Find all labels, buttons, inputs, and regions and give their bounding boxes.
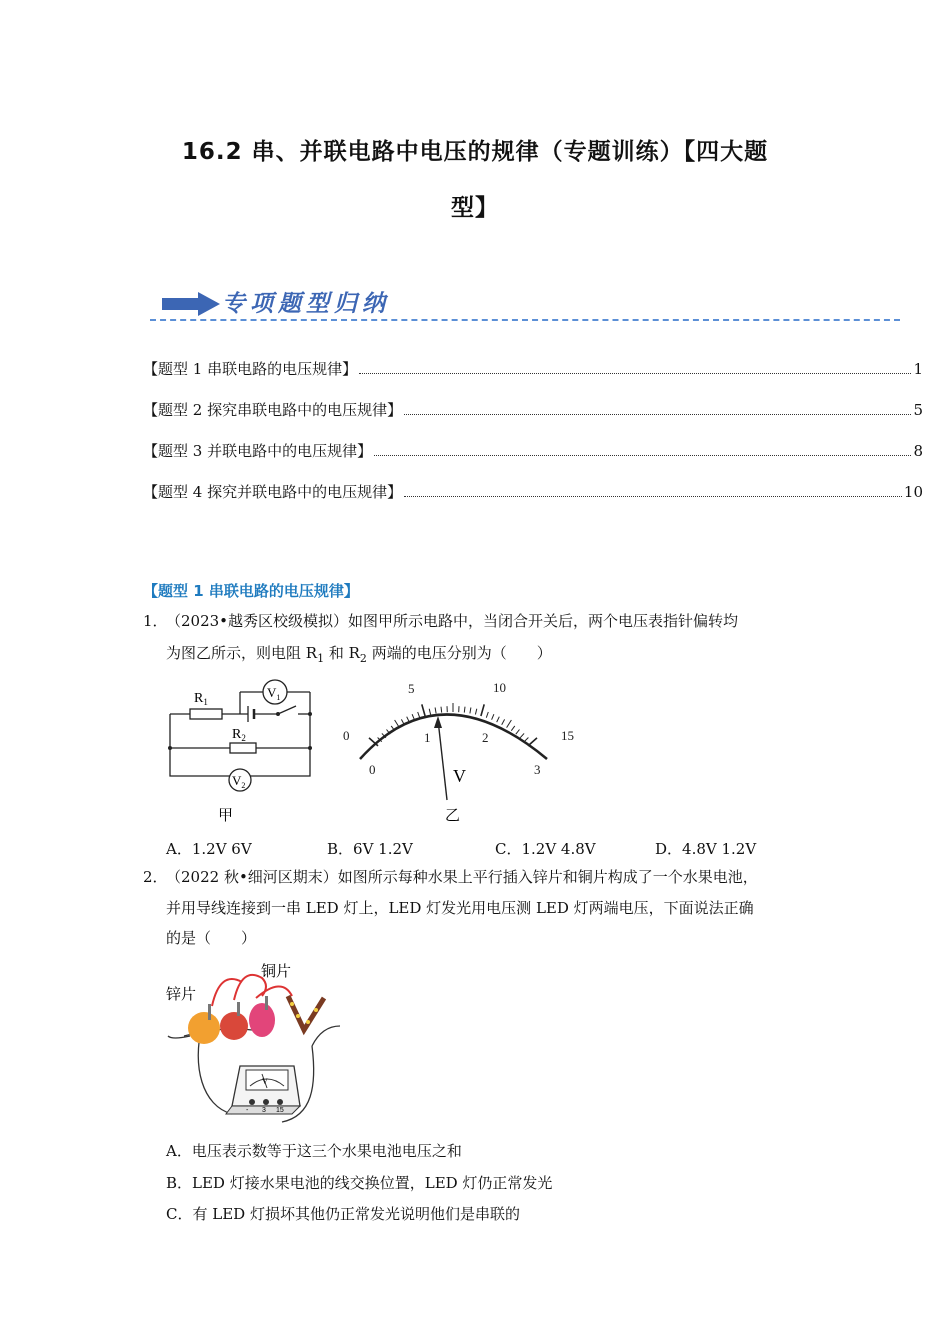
dial-tick	[486, 712, 488, 718]
scale-bottom-0: 0	[369, 762, 376, 777]
toc-item-4[interactable]	[143, 481, 923, 502]
fig-meter-unit: V	[262, 1077, 268, 1086]
orange-fruit	[188, 1012, 220, 1044]
v2-label: $V_2$	[232, 773, 246, 790]
dial-tick	[418, 712, 420, 718]
q2-line-2: 并用导线连接到一串 LED 灯上，LED 灯发光用电压测 LED 灯两端电压，下面说法正确	[166, 899, 754, 917]
dial-tick	[481, 704, 484, 716]
dial-tick	[429, 709, 430, 715]
toc-page: 10	[903, 483, 923, 501]
dial-tick	[492, 714, 494, 720]
q1-option-c[interactable]: C．1.2V 4.8V	[495, 840, 596, 858]
dial-tick	[520, 733, 524, 737]
meter-unit: V	[453, 766, 466, 786]
circuit-diagram	[160, 676, 330, 826]
q1-option-a[interactable]: A．1.2V 6V	[166, 840, 252, 858]
title-line-1: 16.2 串、并联电路中电压的规律（专题训练）【四大题	[181, 139, 769, 165]
arrow-right-icon	[162, 292, 220, 316]
q1-option-b[interactable]: B．6V 1.2V	[327, 840, 413, 858]
dial-tick	[475, 709, 476, 715]
dial-tick	[470, 708, 471, 714]
dial-tick	[507, 720, 512, 728]
toc-label: 【题型 1 串联电路的电压规律】	[143, 360, 358, 378]
toc-item-2[interactable]	[143, 399, 923, 420]
title-line-2: 型】	[451, 195, 499, 221]
toc-leader	[404, 496, 902, 497]
dial-tick	[497, 717, 500, 722]
q2-option-b[interactable]: B．LED 灯接水果电池的线交换位置，LED 灯仍正常发光	[166, 1174, 553, 1192]
toc-label: 【题型 2 探究串联电路中的电压规律】	[143, 401, 403, 419]
q2-line-1: （2022 秋•细河区期末）如图所示每种水果上平行插入锌片和铜片构成了一个水果电池，	[166, 868, 758, 886]
banner-divider	[150, 319, 900, 321]
page-title	[120, 124, 830, 236]
r1-label: $R_1$	[194, 691, 208, 707]
toc-leader	[359, 373, 911, 374]
scale-bottom-1: 1	[424, 730, 431, 745]
voltmeter-dial	[335, 672, 585, 828]
q1-option-d[interactable]: D．4.8V 1.2V	[655, 840, 757, 858]
toc-leader	[374, 455, 911, 456]
toc-leader	[404, 414, 911, 415]
dial-tick	[441, 707, 442, 713]
dragonfruit	[249, 1003, 275, 1037]
scale-top-10: 10	[493, 680, 506, 695]
figure-caption-yi: 乙	[445, 806, 461, 824]
toc-page: 8	[913, 442, 923, 460]
dial-tick	[502, 719, 505, 724]
fruit-battery-figure	[162, 956, 352, 1128]
toc-page: 5	[913, 401, 923, 419]
dial-tick	[422, 704, 425, 716]
voltmeter-box	[226, 1066, 300, 1114]
v1-label: $V_1$	[267, 685, 281, 702]
q2-number: 2．	[143, 868, 168, 886]
q2-line-3: 的是（ ）	[166, 929, 257, 947]
svg-text:15: 15	[276, 1107, 284, 1114]
zinc-label: 锌片	[166, 985, 197, 1003]
svg-text:-: -	[246, 1107, 249, 1114]
tomato-fruit	[220, 1012, 248, 1040]
scale-bottom-2: 2	[482, 730, 489, 745]
scale-bottom-3: 3	[534, 762, 541, 777]
scale-top-5: 5	[408, 681, 415, 696]
dial-tick	[464, 707, 465, 713]
figure-caption-jia: 甲	[218, 806, 234, 824]
dial-tick	[516, 730, 520, 735]
svg-text:3: 3	[262, 1107, 266, 1114]
q2-option-c[interactable]: C．有 LED 灯损坏其他仍正常发光说明他们是串联的	[166, 1205, 520, 1223]
toc-item-3[interactable]	[143, 440, 923, 461]
toc-page: 1	[913, 360, 923, 378]
scale-top-15: 15	[561, 728, 574, 743]
section-banner	[150, 282, 900, 324]
q2-option-a[interactable]: A．电压表示数等于这三个水果电池电压之和	[166, 1142, 462, 1160]
q1-line-2: 为图乙所示，则电阻 $R_1$ 和 $R_2$ 两端的电压分别为（ ）	[166, 644, 552, 665]
dial-tick	[511, 726, 515, 731]
scale-top-0: 0	[343, 728, 350, 743]
q1-number: 1．	[143, 612, 168, 630]
toc-item-1[interactable]	[143, 358, 923, 379]
section-heading: 【题型 1 串联电路的电压规律】	[143, 582, 359, 600]
copper-label: 铜片	[261, 962, 292, 980]
banner-text: 专项题型归纳	[222, 291, 390, 317]
toc-label: 【题型 4 探究并联电路中的电压规律】	[143, 483, 403, 501]
dial-tick	[435, 708, 436, 714]
meter-needle	[438, 720, 447, 800]
q1-line-1: （2023•越秀区校级模拟）如图甲所示电路中，当闭合开关后，两个电压表指针偏转均	[166, 612, 739, 630]
r2-label: $R_2$	[232, 727, 246, 743]
toc-label: 【题型 3 并联电路中的电压规律】	[143, 442, 373, 460]
